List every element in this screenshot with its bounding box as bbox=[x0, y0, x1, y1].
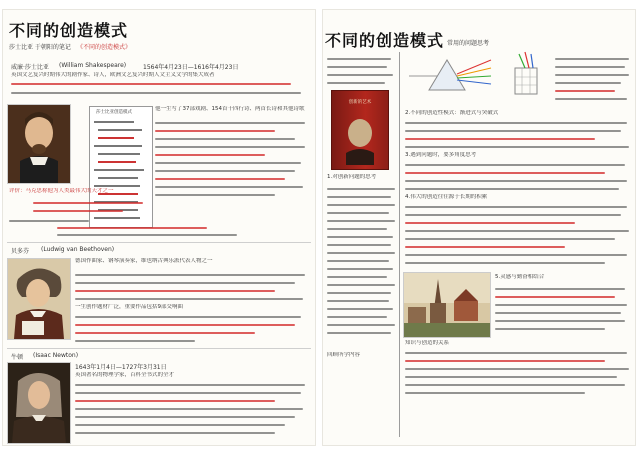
note-line-0: 英国文艺复兴时期伟大的剧作家、诗人，欧洲文艺复兴时期人文主义文学的集大成者 bbox=[11, 72, 215, 78]
note-right-3 bbox=[405, 194, 631, 204]
note-right-line-0: 1.对创新问题的思考 bbox=[327, 174, 377, 180]
right-caption bbox=[327, 352, 397, 362]
city-painting bbox=[403, 272, 491, 338]
grid-diagram bbox=[501, 50, 551, 104]
section-name-shakespeare: 威廉·莎士比亚 bbox=[11, 64, 49, 71]
right-caption-text: 回顾所学内容 bbox=[327, 352, 361, 358]
note-line-5: 英国著名的物理学家，百科全书式的全才 bbox=[75, 372, 175, 378]
section-name-en-shakespeare: (William Shakespeare) bbox=[59, 62, 127, 69]
mindmap-title: 莎士比亚创造模式 bbox=[96, 110, 132, 115]
note-right-line-5: 知识与创造的关系 bbox=[405, 340, 450, 346]
note-right-2 bbox=[405, 152, 631, 162]
note-line-2: 评价：马克思称他为人类最伟大的天才之一 bbox=[9, 188, 114, 194]
note-shakespeare-evaluation bbox=[9, 188, 159, 198]
note-line-3: 德国作曲家、钢琴演奏家，维也纳古典乐派代表人物之一 bbox=[75, 258, 213, 264]
section-name-en-newton: (Isaac Newton) bbox=[33, 352, 79, 359]
note-newton-intro bbox=[75, 372, 311, 382]
book-cover bbox=[331, 90, 389, 170]
note-right-line-3: 4.伟大的创造往往源于长期的积累 bbox=[405, 194, 488, 200]
note-right-line-2: 3.遇到问题时，要多角度思考 bbox=[405, 152, 477, 158]
section-name-beethoven: 贝多芬 bbox=[11, 248, 30, 255]
prism-diagram bbox=[407, 50, 497, 104]
note-line-4: 一生创作题材广泛，重要作品包括9部交响曲 bbox=[75, 304, 184, 310]
note-shakespeare-works bbox=[155, 106, 311, 226]
left-page-subtitle: 莎士比亚 于朝阳的笔记 bbox=[9, 44, 71, 51]
right-page-title: 不同的创造模式 bbox=[325, 31, 445, 50]
note-right-5 bbox=[405, 340, 631, 350]
left-page bbox=[3, 10, 315, 445]
note-right-1 bbox=[405, 110, 631, 120]
note-right-line-1: 2.不同的创造性模式：渐进式与突破式 bbox=[405, 110, 499, 116]
note-right-4 bbox=[495, 274, 631, 284]
book-title: 创新的艺术 bbox=[348, 100, 372, 105]
left-page-subtitle-red: 《不同的创造模式》 bbox=[77, 44, 132, 51]
note-beethoven-works bbox=[75, 304, 311, 314]
section-name-newton: 牛顿 bbox=[11, 354, 24, 361]
beethoven-portrait bbox=[7, 258, 71, 340]
note-shakespeare-intro bbox=[11, 72, 311, 100]
section-dates-newton: 1643年1月4日—1727年3月31日 bbox=[75, 364, 167, 371]
section-dates-shakespeare: 1564年4月23日—1616年4月23日 bbox=[143, 64, 239, 71]
note-line-1: 他一生写了37部戏剧、154首十四行诗、两首长诗和其他诗歌 bbox=[155, 106, 305, 112]
right-page-subtitle: 常用的问题思考 bbox=[447, 40, 490, 47]
right-page bbox=[323, 10, 635, 445]
note-right-0 bbox=[327, 174, 397, 184]
section-name-en-beethoven: (Ludwig van Beethoven) bbox=[41, 246, 115, 253]
shakespeare-portrait bbox=[7, 104, 71, 184]
newton-portrait bbox=[7, 362, 71, 444]
note-right-line-4: 5.灵感与勤奋相结合 bbox=[495, 274, 545, 280]
left-page-title: 不同的创造模式 bbox=[9, 21, 129, 40]
